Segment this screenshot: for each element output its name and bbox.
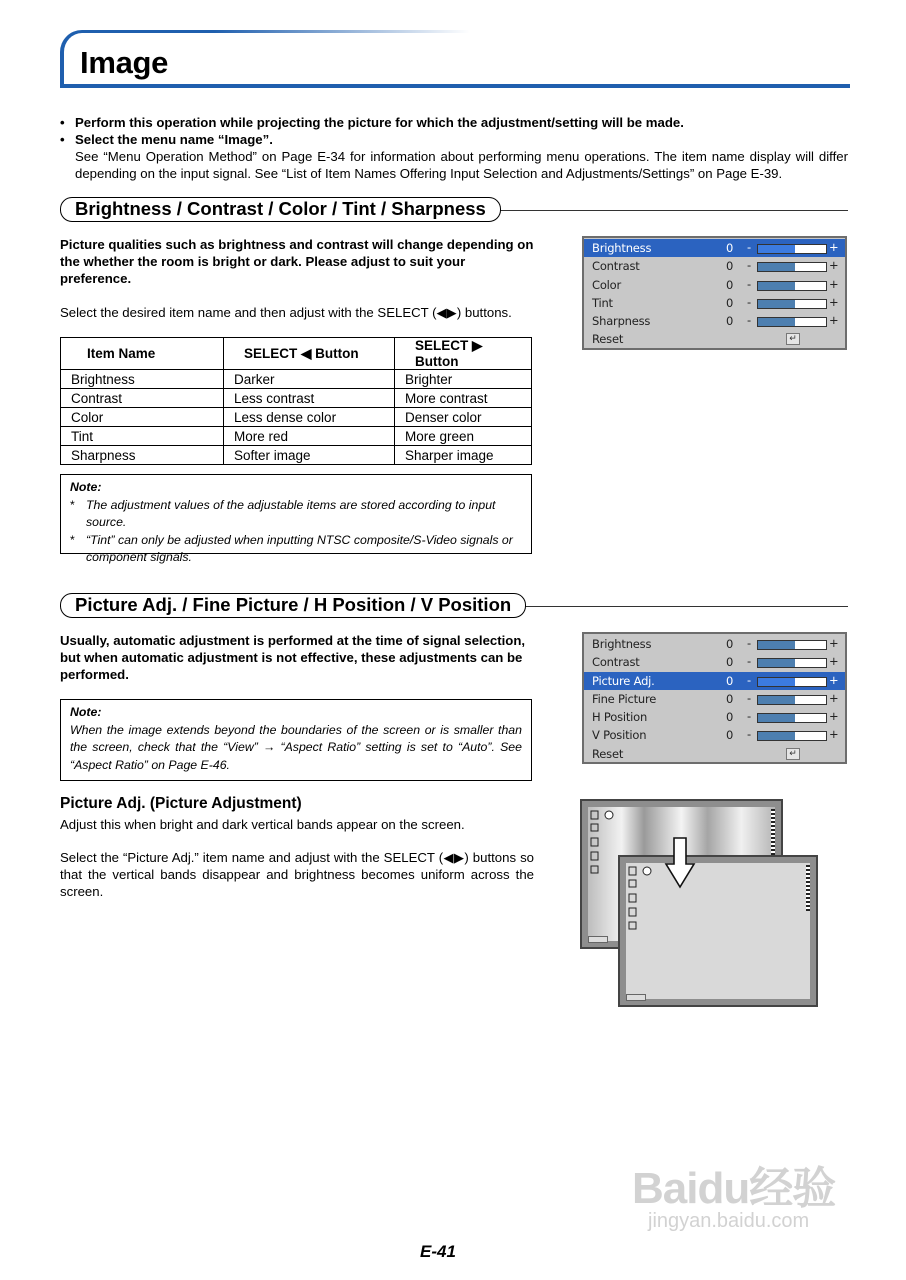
level-fill [758, 318, 795, 326]
adjustment-table [60, 337, 532, 465]
table-header-row [61, 338, 532, 370]
minus-icon: - [747, 690, 752, 705]
table-row [61, 427, 532, 446]
plus-icon: + [829, 690, 839, 705]
menu-item-label: Contrast [592, 259, 640, 274]
menu-item-value: 0 [726, 673, 734, 688]
section1-instruction: Select the desired item name and then adjust with the SELECT (◀▶) buttons. [60, 305, 512, 320]
level-fill [758, 641, 795, 649]
minus-icon: - [747, 276, 752, 291]
menu-item-label: Color [592, 277, 622, 292]
level-slider[interactable] [757, 713, 827, 723]
menu-item-label: Reset [592, 332, 624, 347]
menu-item[interactable] [584, 257, 845, 275]
level-slider[interactable] [757, 677, 827, 687]
table-cell: More red [224, 427, 395, 446]
table-cell: Less contrast [224, 389, 395, 408]
plus-icon: + [829, 240, 839, 254]
plus-icon: + [829, 313, 839, 328]
menu-item[interactable] [584, 635, 845, 653]
plus-icon: + [829, 727, 839, 742]
menu-item-label: Sharpness [592, 314, 651, 329]
enter-icon[interactable]: ↵ [786, 748, 800, 760]
level-fill [758, 732, 795, 740]
level-fill [758, 282, 795, 290]
menu-item[interactable] [584, 690, 845, 708]
down-arrow-icon [664, 836, 696, 890]
table-cell: Sharper image [395, 446, 532, 465]
note-title: Note: [70, 480, 102, 494]
menu-item[interactable] [584, 330, 845, 348]
menu-item[interactable] [584, 745, 845, 763]
menu-item[interactable] [584, 239, 845, 257]
table-cell: Less dense color [224, 408, 395, 427]
minus-icon: - [747, 727, 752, 742]
plus-icon: + [829, 709, 839, 724]
table-header: Item Name [61, 338, 224, 370]
menu-item-value: 0 [726, 655, 734, 670]
table-cell: Contrast [61, 389, 224, 408]
table-cell: Darker [224, 370, 395, 389]
section2-note [60, 699, 532, 781]
table-cell: Sharpness [61, 446, 224, 465]
level-fill [758, 263, 795, 271]
subsection-title: Picture Adj. (Picture Adjustment) [60, 795, 302, 812]
level-slider[interactable] [757, 317, 827, 327]
menu-item-label: H Position [592, 710, 648, 725]
table-cell: Tint [61, 427, 224, 446]
level-slider[interactable] [757, 731, 827, 741]
level-slider[interactable] [757, 640, 827, 650]
plus-icon: + [829, 654, 839, 669]
minus-icon: - [747, 313, 752, 328]
minus-icon: - [747, 636, 752, 650]
level-slider[interactable] [757, 262, 827, 272]
section1-note: Note: * The adjustment values of the adjustable items are stored according to input source. * “Tint” can only be adjusted when inputting NTSC composite/S-Video signals or component signals. [60, 474, 532, 554]
section1-bold-para: Picture qualities such as brightness and contrast will change depending on the whether the room is bright or dark. Please adjust to suit your preference. [60, 237, 534, 286]
page-header [60, 30, 850, 88]
image-menu-2 [582, 632, 847, 764]
menu-item-label: Brightness [592, 241, 652, 255]
screen-icons [590, 809, 614, 879]
menu-item[interactable] [584, 276, 845, 294]
table-cell: Brightness [61, 370, 224, 389]
menu-item-value: 0 [726, 295, 734, 310]
section2-bold-para: Usually, automatic adjustment is performed at the time of signal selection, but when automatic adjustment is not effective, these adjustments can be performed. [60, 633, 526, 682]
menu-item[interactable] [584, 294, 845, 312]
menu-item[interactable] [584, 653, 845, 671]
table-row [61, 370, 532, 389]
plus-icon: + [829, 258, 839, 273]
level-slider[interactable] [757, 281, 827, 291]
plus-icon: + [829, 672, 839, 687]
menu-item-label: Tint [592, 295, 613, 310]
menu-item[interactable] [584, 708, 845, 726]
table-header: SELECT ▶ Button [395, 338, 532, 370]
menu-item-value: 0 [726, 259, 734, 274]
table-row [61, 446, 532, 465]
level-fill [758, 696, 795, 704]
table-header: SELECT ◀ Button [224, 338, 395, 370]
menu-item-label: Reset [592, 746, 624, 761]
menu-item-value: 0 [726, 728, 734, 743]
menu-item-value: 0 [726, 637, 734, 651]
menu-item[interactable] [584, 726, 845, 744]
level-fill [758, 300, 795, 308]
level-fill [758, 714, 795, 722]
table-cell: Denser color [395, 408, 532, 427]
level-fill [758, 659, 795, 667]
menu-item-label: Brightness [592, 637, 652, 651]
intro: • Perform this operation while projecting the picture for which the adjustment/setting will be made. • Select the menu name “Image”. See “Menu Operation Method” on Page E-34 for information about performing menu operations. The item name display will differ depending on the input signal. See “List of Item Names Offering Input Selection and Adjustments/Settings” on Page E-39. [60, 115, 848, 181]
menu-item-value: 0 [726, 691, 734, 706]
table-cell: More green [395, 427, 532, 446]
enter-icon[interactable]: ↵ [786, 333, 800, 345]
minus-icon: - [747, 654, 752, 669]
menu-item-value: 0 [726, 314, 734, 329]
menu-item[interactable] [584, 672, 845, 690]
menu-item-label: Picture Adj. [592, 673, 655, 688]
note-item: The adjustment values of the adjustable items are stored according to input source. [86, 497, 496, 529]
table-cell: Color [61, 408, 224, 427]
subsection-para-2: Select the “Picture Adj.” item name and adjust with the SELECT (◀▶) buttons so that the vertical bands disappear and brightness becomes uniform across the screen. [60, 850, 534, 899]
menu-item[interactable] [584, 312, 845, 330]
menu-item-label: Contrast [592, 655, 640, 670]
intro-bullet-2: Select the menu name “Image”. [75, 132, 273, 147]
intro-detail: See “Menu Operation Method” on Page E-34 for information about performing menu operations. The item name display will differ depending on the input signal. See “List of Item Names Offering Input Selection and Adjustments/Settings” on Page E-39. [75, 149, 848, 181]
minus-icon: - [747, 672, 752, 687]
menu-item-value: 0 [726, 277, 734, 292]
page-title: Image [80, 45, 169, 80]
watermark-logo: Baidu经验 [632, 1164, 836, 1213]
level-fill [758, 245, 795, 253]
level-fill [758, 678, 795, 686]
table-cell: Softer image [224, 446, 395, 465]
menu-item-value: 0 [726, 710, 734, 725]
minus-icon: - [747, 294, 752, 309]
table-cell: Brighter [395, 370, 532, 389]
screen-after [618, 855, 818, 1007]
table-row [61, 389, 532, 408]
level-slider[interactable] [757, 695, 827, 705]
plus-icon: + [829, 276, 839, 291]
level-slider[interactable] [757, 299, 827, 309]
screen-icons [628, 865, 652, 935]
note-title: Note: [70, 705, 102, 719]
level-slider[interactable] [757, 244, 827, 254]
note-item: “Tint” can only be adjusted when inputting NTSC composite/S-Video signals or component signals. [86, 532, 513, 564]
plus-icon: + [829, 294, 839, 309]
image-menu-1 [582, 236, 847, 350]
minus-icon: - [747, 709, 752, 724]
intro-bullet-1: Perform this operation while projecting the picture for which the adjustment/setting will be made. [75, 115, 684, 130]
minus-icon: - [747, 240, 752, 254]
table-row [61, 408, 532, 427]
watermark-url: jingyan.baidu.com [648, 1210, 810, 1232]
menu-item-label: V Position [592, 728, 647, 743]
menu-item-label: Fine Picture [592, 691, 657, 706]
subsection-para-1: Adjust this when bright and dark vertical bands appear on the screen. [60, 817, 465, 832]
minus-icon: - [747, 258, 752, 273]
section2-heading: Picture Adj. / Fine Picture / H Position / V Position [60, 593, 526, 618]
section1-heading: Brightness / Contrast / Color / Tint / Sharpness [60, 197, 501, 222]
plus-icon: + [829, 636, 839, 650]
page-number: E-41 [420, 1242, 456, 1261]
table-cell: More contrast [395, 389, 532, 408]
menu-item-value: 0 [726, 241, 734, 255]
level-slider[interactable] [757, 658, 827, 668]
note-text: When the image extends beyond the boundaries of the screen or is smaller than the screen, check that the “View” → “Aspect Ratio” setting is set to “Auto”. See “Aspect Ratio” on Page E-46. [70, 722, 522, 772]
